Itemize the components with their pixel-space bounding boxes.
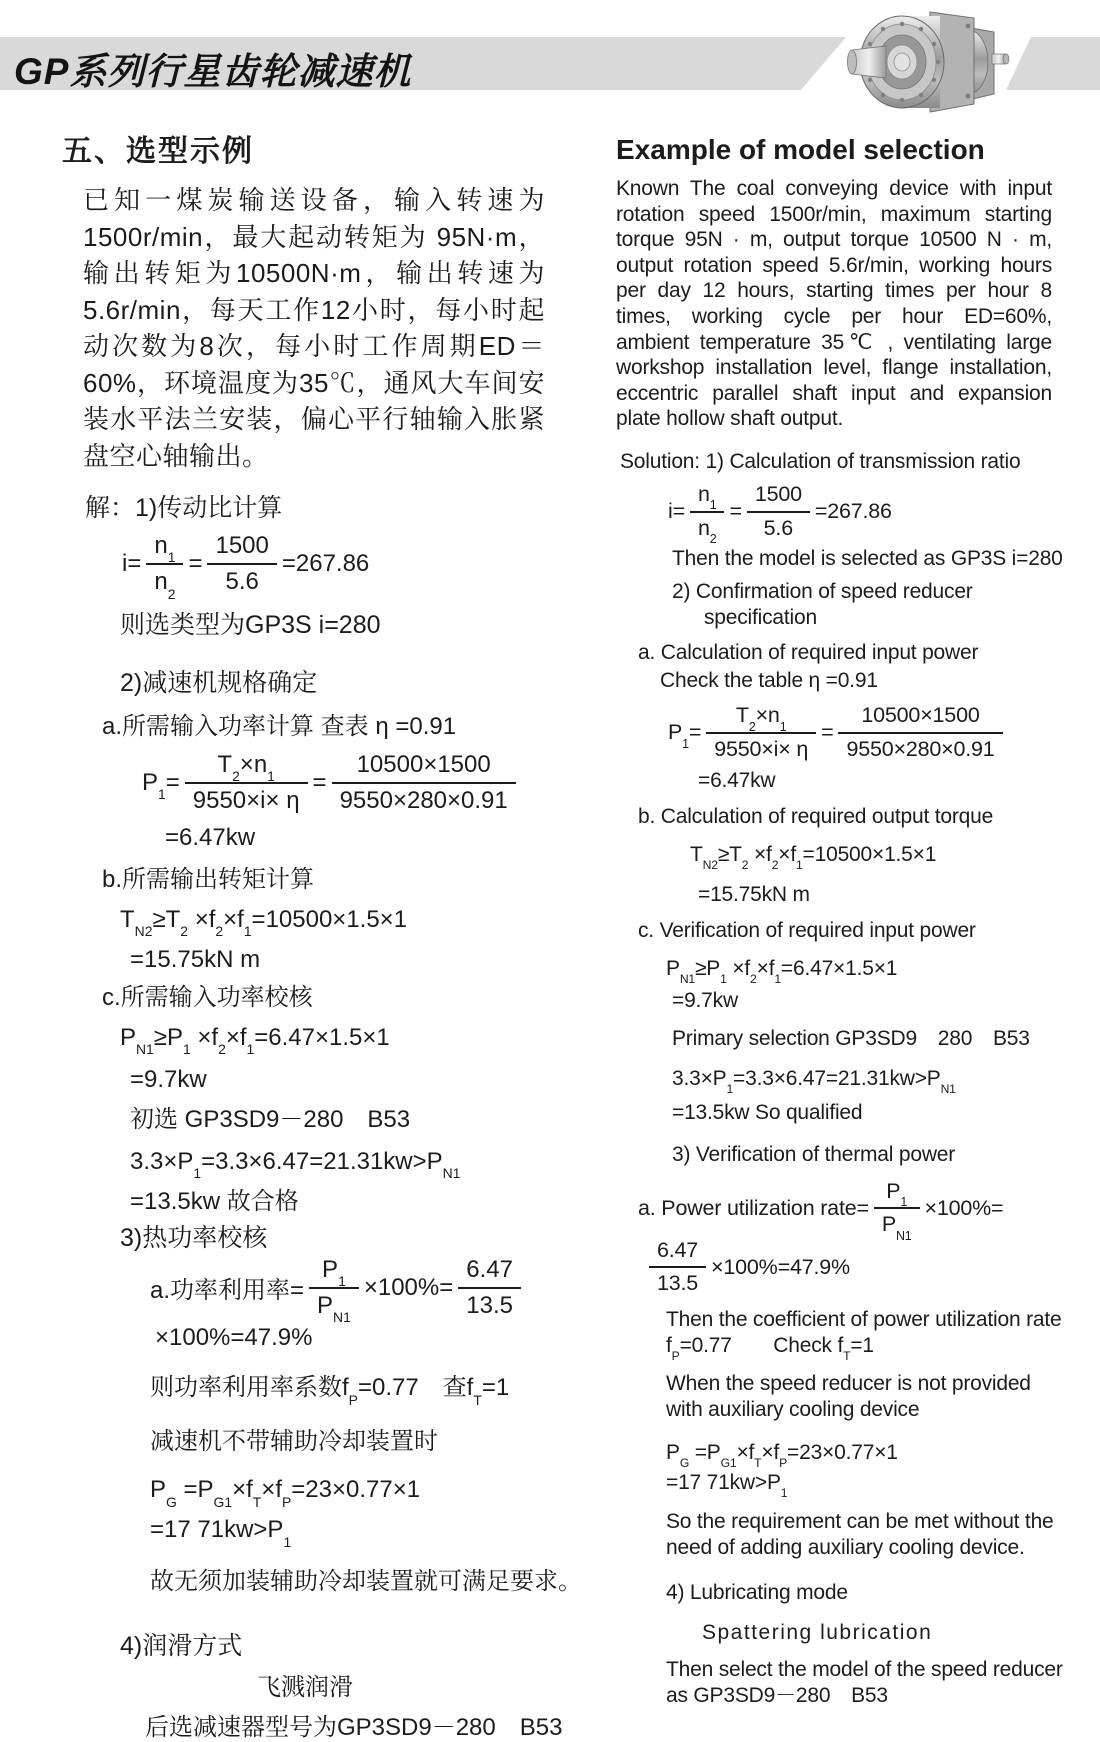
fraction-denominator: 13.5 xyxy=(657,1271,699,1296)
fraction-numerator: 6.47 xyxy=(458,1256,521,1289)
english-column xyxy=(616,130,1063,1709)
lubrication-mode-en: Spattering lubrication xyxy=(702,1621,933,1645)
header-banner-right xyxy=(1006,37,1100,90)
equals-sign: = xyxy=(312,769,327,797)
check-33-formula-cn: $3.3\times P_1=3.3\times 6.47=21.31kw>P_{N1}$ xyxy=(130,1147,461,1181)
intro-paragraph-en: Known The coal conveying device with input rotation speed 1500r/min, maximum starting torque 95N · m, output torque 10500 N · m, output rotation speed 5.6r/min, working hours per day 12 hours, starting times per hour 8 times, working cycle per hour ED=60%, ambient temperature 35℃ , ventilating large workshop installation level, flange installation, eccentric parallel shaft input and expansion plate hollow shaft output. xyxy=(616,177,1052,431)
fraction-numerator: $P_1$ xyxy=(309,1256,359,1289)
lubrication-mode-cn: 飞溅润滑 xyxy=(257,1674,353,1702)
fraction xyxy=(309,1255,359,1326)
power-utilization-formula-cn xyxy=(150,1255,584,1326)
fraction-numerator: $n_1$ xyxy=(146,532,183,565)
fraction-numerator: $T_2\times n_1$ xyxy=(185,751,308,784)
primary-selection-en: Primary selection GP3SD9 280 B53 xyxy=(672,1026,1030,1050)
fraction xyxy=(747,482,810,541)
step2b-label-cn: b.所需输出转矩计算 xyxy=(102,865,315,893)
fraction-numerator: $P_1$ xyxy=(874,1179,920,1210)
power-utilization-formula-en xyxy=(638,1178,1060,1243)
fraction-denominator: $n_2$ xyxy=(697,515,717,546)
fraction xyxy=(706,703,816,762)
conclusion-en: So the requirement can be met without the need of adding auxiliary cooling device. xyxy=(666,1510,1054,1560)
fraction-denominator: 5.6 xyxy=(763,515,793,540)
input-power-formula-en xyxy=(668,703,1060,762)
formula-prefix: $P_1=$ xyxy=(668,720,702,751)
fraction-denominator: 5.6 xyxy=(225,568,259,596)
output-torque-result-cn: =15.75kN m xyxy=(130,945,261,973)
input-power-check-result-cn: =9.7kw xyxy=(130,1065,207,1093)
check-33-formula-en: $3.3\times P_1=3.3\times 6.47=21.31kw>P_{N1}$ xyxy=(672,1066,956,1096)
check-33-result-cn: =13.5kw 故合格 xyxy=(130,1187,299,1215)
formula-prefix: a.功率利用率= xyxy=(150,1277,305,1305)
no-cooling-line-cn: 减速机不带辅助冷却装置时 xyxy=(150,1428,438,1456)
fraction xyxy=(458,1256,521,1321)
thermal-power-formula-cn: $P_G =P_{G1}\times f_T\times f_P=23\times 0.77\times 1$ xyxy=(150,1476,421,1510)
output-torque-formula-cn: $T_{N2}\ge T_2 \times f_2\times f_1=10500\times 1.5\times 1$ xyxy=(120,905,408,939)
fraction xyxy=(207,532,276,597)
conclusion-cn: 故无须加装辅助冷却装置就可满足要求。 xyxy=(150,1568,582,1596)
fraction-denominator: $n_2$ xyxy=(154,568,176,602)
chinese-column xyxy=(62,130,584,1742)
step2c-label-en: c. Verification of required input power xyxy=(638,918,976,942)
fraction xyxy=(185,751,308,816)
equals-sign: = xyxy=(729,499,742,524)
fraction-numerator: $T_2\times n_1$ xyxy=(706,703,816,734)
fraction-numerator: 6.47 xyxy=(649,1238,706,1269)
fraction xyxy=(690,481,725,546)
gear-reducer-image xyxy=(842,2,1018,120)
step2b-label-en: b. Calculation of required output torque xyxy=(638,804,994,828)
fraction-denominator: 9550×280×0.91 xyxy=(339,787,508,815)
page-title: GP系列行星齿轮减速机 xyxy=(14,51,412,92)
fraction xyxy=(874,1178,920,1243)
step2a-check-table-en: Check the table η =0.91 xyxy=(660,669,878,693)
fraction-numerator: $n_1$ xyxy=(690,482,725,513)
step2a-label-cn: a.所需输入功率计算 查表 η =0.91 xyxy=(102,712,457,740)
formula-mid: ×100%= xyxy=(924,1195,1004,1220)
fraction-numerator: 10500×1500 xyxy=(332,751,516,784)
input-power-check-result-en: =9.7kw xyxy=(672,988,738,1012)
step2-heading-en: 2) Confirmation of speed reducer specification xyxy=(672,580,973,630)
formula-result: ×100%=47.9% xyxy=(711,1254,850,1279)
solution-step1-label-en: Solution: 1) Calculation of transmission ratio xyxy=(620,449,1021,473)
power-utilization-formula2-en xyxy=(644,1238,1060,1297)
primary-selection-cn: 初选 GP3SD9－280 B53 xyxy=(130,1105,411,1133)
coefficient-line-cn: 则功率利用率系数$f_P=0.77$ 查$f_T=1$ xyxy=(150,1374,510,1408)
no-cooling-line-en: When the speed reducer is not provided with auxiliary cooling device xyxy=(666,1372,1031,1422)
fraction-numerator: 10500×1500 xyxy=(838,703,1002,734)
section-heading-cn: 五、选型示例 xyxy=(62,135,254,168)
step2-heading-cn: 2)减速机规格确定 xyxy=(120,668,318,697)
output-torque-formula-en: $T_{N2}\ge T_2 \times f_2\times f_1=10500\times 1.5\times 1$ xyxy=(690,842,937,872)
formula-prefix: $P_1=$ xyxy=(142,769,180,803)
solution-step1-label-cn: 解：1)传动比计算 xyxy=(85,494,283,522)
formula-result: =267.86 xyxy=(281,550,370,578)
step2c-label-cn: c.所需输入功率校核 xyxy=(102,983,313,1011)
formula-mid: ×100%= xyxy=(363,1273,454,1301)
input-power-result-en: =6.47kw xyxy=(698,768,776,792)
fraction-denominator: 9550×i× η xyxy=(192,787,300,815)
coefficient-line-en: Then the coefficient of power utilization rate $f_P=0.77$ Check $f_T=1$ xyxy=(666,1308,1062,1364)
final-selection-cn: 后选减速器型号为GP3SD9－280 B53 xyxy=(145,1714,563,1742)
model-selected-cn: 则选类型为GP3S i=280 xyxy=(120,610,381,639)
fraction-denominator: $P_{N1}$ xyxy=(317,1291,351,1326)
step2a-label-en: a. Calculation of required input power xyxy=(638,641,979,665)
formula-prefix: i= xyxy=(122,550,142,578)
intro-paragraph-cn: 已知一煤炭输送设备，输入转速为1500r/min，最大起动转矩为 95N·m，输出转矩为10500N·m，输出转速为5.6r/min，每天工作12小时，每小时起动次数为8次，每小时工作周期ED＝60%，环境温度为35℃，通风大车间安装水平法兰安装，偏心平行轴输入胀紧盘空心轴输出。 xyxy=(83,185,545,471)
transmission-ratio-formula-cn xyxy=(122,532,584,602)
equals-sign: = xyxy=(821,720,834,745)
formula-prefix: a. Power utilization rate= xyxy=(638,1195,869,1220)
thermal-power-formula-en: $P_G =P_{G1}\times f_T\times f_P=23\times 0.77\times 1$ xyxy=(666,1441,898,1471)
thermal-power-result-cn: =17 $71kw>P_1$ xyxy=(150,1516,292,1550)
input-power-formula-cn xyxy=(142,751,584,816)
fraction-denominator: 13.5 xyxy=(466,1291,513,1319)
fraction xyxy=(332,751,516,816)
fraction-denominator: 9550×i× η xyxy=(714,736,809,761)
power-utilization-result-cn: ×100%=47.9% xyxy=(155,1324,313,1352)
fraction xyxy=(649,1238,706,1297)
fraction-numerator: 1500 xyxy=(747,482,810,513)
thermal-power-result-en: =17 $71kw>P_1$ xyxy=(666,1471,788,1501)
fraction xyxy=(146,532,183,602)
input-power-check-cn: $P_{N1}\ge P_1 \times f_2\times f_1=6.47\times 1.5\times 1$ xyxy=(120,1023,390,1057)
step4-heading-cn: 4)润滑方式 xyxy=(120,1632,243,1661)
step3-heading-en: 3) Verification of thermal power xyxy=(672,1142,956,1166)
fraction-denominator: 9550×280×0.91 xyxy=(846,736,995,761)
final-selection-en: Then select the model of the speed reducer as GP3SD9－280 B53 xyxy=(666,1658,1063,1708)
step3-heading-cn: 3)热功率校核 xyxy=(120,1223,268,1252)
formula-result: =267.86 xyxy=(814,499,892,524)
step4-heading-en: 4) Lubricating mode xyxy=(666,1581,848,1605)
output-torque-result-en: =15.75kN m xyxy=(698,882,810,906)
check-33-result-en: =13.5kw So qualified xyxy=(672,1100,863,1124)
input-power-result-cn: =6.47kw xyxy=(165,823,256,851)
section-heading-en: Example of model selection xyxy=(616,134,985,165)
fraction-numerator: 1500 xyxy=(207,532,276,565)
equals-sign: = xyxy=(188,550,203,578)
model-selected-en: Then the model is selected as GP3S i=280 xyxy=(672,547,1063,571)
fraction-denominator: $P_{N1}$ xyxy=(881,1212,912,1243)
formula-prefix: i= xyxy=(668,499,685,524)
fraction xyxy=(838,703,1002,762)
input-power-check-en: $P_{N1}\ge P_1 \times f_2\times f_1=6.47\times 1.5\times 1$ xyxy=(666,956,898,986)
transmission-ratio-formula-en xyxy=(668,481,1060,546)
